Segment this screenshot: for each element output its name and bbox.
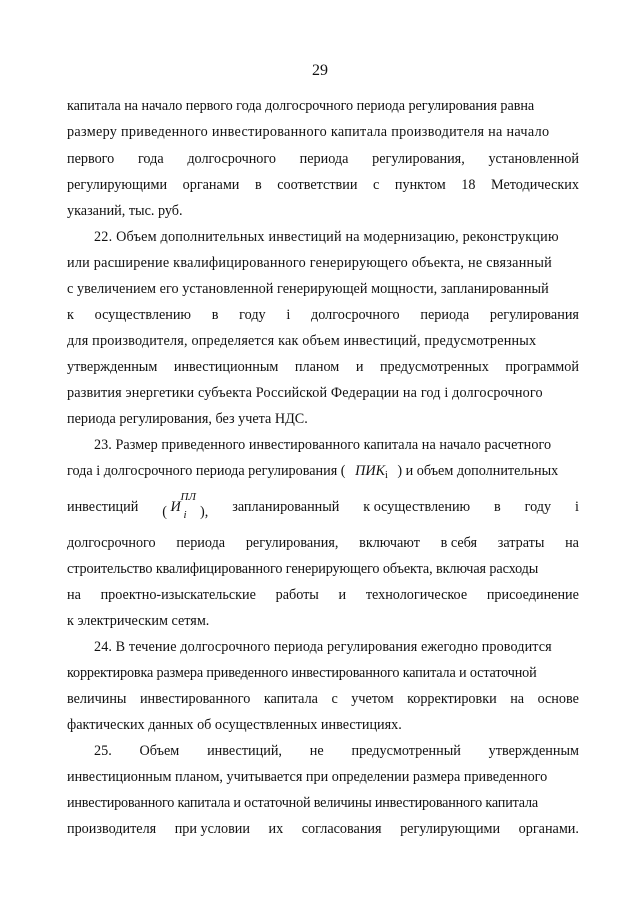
word: на <box>510 691 525 707</box>
line-text: 23. Размер приведенного инвестированного капитала на начало расчетного <box>94 437 552 453</box>
pik-symbol <box>355 463 388 479</box>
word: соответствии <box>277 177 358 193</box>
line-text: указаний, тыс. руб. <box>67 203 183 219</box>
word: регулирующими <box>67 177 168 193</box>
line-text: инвестиционным планом, учитывается при определении размера приведенного <box>67 769 548 785</box>
word: долгосрочного <box>67 535 156 551</box>
word: инвестиций <box>67 499 139 515</box>
word: году <box>239 307 266 323</box>
line-text: размеру приведенного инвестированного капитала производителя на начало <box>67 124 550 140</box>
text-line <box>67 150 579 168</box>
line-text: к электрическим сетям. <box>67 613 210 629</box>
line-text: с увеличением его установленной генерирующей мощности, запланированный <box>67 281 549 297</box>
word: производителя <box>67 821 157 837</box>
line-text: корректировка размера приведенного инвестированного капитала и остаточной <box>67 665 537 681</box>
word: долгосрочного <box>311 307 400 323</box>
text-line <box>67 820 579 838</box>
word: предусмотренных <box>379 359 489 375</box>
formula-symbol: И <box>170 499 181 515</box>
word: с <box>331 691 338 707</box>
text-line <box>67 664 579 682</box>
word: не <box>309 743 324 759</box>
line-text: года i долгосрочного периода регулирования ( <box>67 463 346 479</box>
word: в <box>254 177 262 193</box>
word: органами. <box>518 821 579 837</box>
word: 18 <box>461 177 476 193</box>
text-line <box>67 332 579 350</box>
word: корректировки <box>407 691 497 707</box>
word: работы <box>275 587 319 603</box>
word: в <box>494 499 501 515</box>
word: инвестиций, <box>207 743 282 759</box>
word: 25. <box>94 743 112 759</box>
text-line-with-formula <box>67 491 579 521</box>
line-text: ) и объем дополнительных <box>397 463 559 479</box>
word: на <box>67 587 81 603</box>
paragraph-25-start <box>94 742 579 760</box>
word: включают <box>359 535 420 551</box>
word: периода <box>420 307 470 323</box>
text-line <box>67 768 579 786</box>
word: Объем <box>139 743 180 759</box>
text-line <box>67 534 579 552</box>
paragraph-22-start <box>94 228 579 246</box>
text-line <box>67 690 579 708</box>
text-line <box>67 202 579 220</box>
line-text: периода регулирования, без учета НДС. <box>67 411 308 427</box>
word: установленной <box>488 151 579 167</box>
word: планом <box>294 359 340 375</box>
text-line <box>67 384 579 402</box>
text-line <box>67 358 579 376</box>
paragraph-23-start <box>94 436 579 454</box>
text-line <box>67 97 579 115</box>
word: программой <box>505 359 579 375</box>
text-line <box>67 560 579 578</box>
text-line <box>67 280 579 298</box>
formula-superscript: ПЛ <box>180 491 196 503</box>
word: регулирования, <box>245 535 339 551</box>
word: их <box>268 821 284 837</box>
word: Методических <box>491 177 579 193</box>
word: i <box>286 307 291 323</box>
word: в <box>211 307 219 323</box>
line-text: или расширение квалифицированного генерирующего объекта, не связанный <box>67 255 553 271</box>
paren: ( <box>162 504 167 520</box>
word: учетом <box>351 691 394 707</box>
text-line <box>67 176 579 194</box>
text-line <box>67 254 579 272</box>
word: i <box>574 499 579 515</box>
line-text: развития энергетики субъекта Российской Федерации на год i долгосрочного <box>67 385 543 401</box>
line-text: 22. Объем дополнительных инвестиций на модернизацию, реконструкцию <box>94 229 559 245</box>
word: и <box>355 359 364 375</box>
word: периода <box>299 151 349 167</box>
word: и <box>338 587 347 603</box>
word: инвестиционным <box>173 359 279 375</box>
word: регулирования <box>489 307 579 323</box>
page-number: 29 <box>312 62 328 79</box>
word: осуществлению <box>94 307 192 323</box>
word: величины <box>67 691 127 707</box>
word: органами <box>182 177 240 193</box>
line-text: строительство квалифицированного генерирующего объекта, включая расходы <box>67 561 539 577</box>
word: инвестированного <box>139 691 251 707</box>
formula-symbol: ПИК <box>355 463 385 479</box>
word: периода <box>176 535 226 551</box>
word: в себя <box>440 535 478 551</box>
line-text: для производителя, определяется как объем инвестиций, предусмотренных <box>67 333 537 349</box>
line-text: 24. В течение долгосрочного периода регулирования ежегодно проводится <box>94 639 552 655</box>
text-line-with-formula <box>67 462 579 485</box>
word: пунктом <box>394 177 446 193</box>
text-line <box>67 716 579 734</box>
word: году <box>524 499 552 515</box>
word: регулирующими <box>400 821 501 837</box>
word: утвержденным <box>67 359 158 375</box>
text-line <box>67 306 579 324</box>
word: технологическое <box>365 587 468 603</box>
word: затраты <box>497 535 545 551</box>
text-line <box>67 794 579 812</box>
word: долгосрочного <box>187 151 276 167</box>
word: с <box>373 177 380 193</box>
word: при условии <box>174 821 250 837</box>
investment-symbol <box>170 491 197 521</box>
word: согласования <box>301 821 382 837</box>
line-text: капитала на начало первого года долгосрочного периода регулирования равна <box>67 98 535 114</box>
word: основе <box>537 691 579 707</box>
paragraph-24-start <box>94 638 579 656</box>
formula-subscript: i <box>385 470 388 481</box>
formula-group <box>162 491 209 521</box>
word: на <box>565 535 579 551</box>
word: к осуществлению <box>363 499 471 515</box>
text-line <box>67 410 579 428</box>
word: к <box>67 307 74 323</box>
text-line <box>67 586 579 604</box>
text-line <box>67 612 579 630</box>
word: проектно-изыскательские <box>100 587 256 603</box>
word: первого <box>67 151 115 167</box>
text-line <box>67 123 579 141</box>
word: года <box>137 151 164 167</box>
word: присоединение <box>486 587 579 603</box>
paren: ), <box>200 504 209 520</box>
word: утвержденным <box>488 743 579 759</box>
word: регулирования, <box>372 151 465 167</box>
word: капитала <box>263 691 318 707</box>
line-text: инвестированного капитала и остаточной величины инвестированного капитала <box>67 795 538 811</box>
line-text: фактических данных об осуществленных инвестициях. <box>67 717 402 733</box>
word: запланированный <box>232 499 340 515</box>
formula-subscript: i <box>183 509 187 521</box>
word: предусмотренный <box>351 743 461 759</box>
